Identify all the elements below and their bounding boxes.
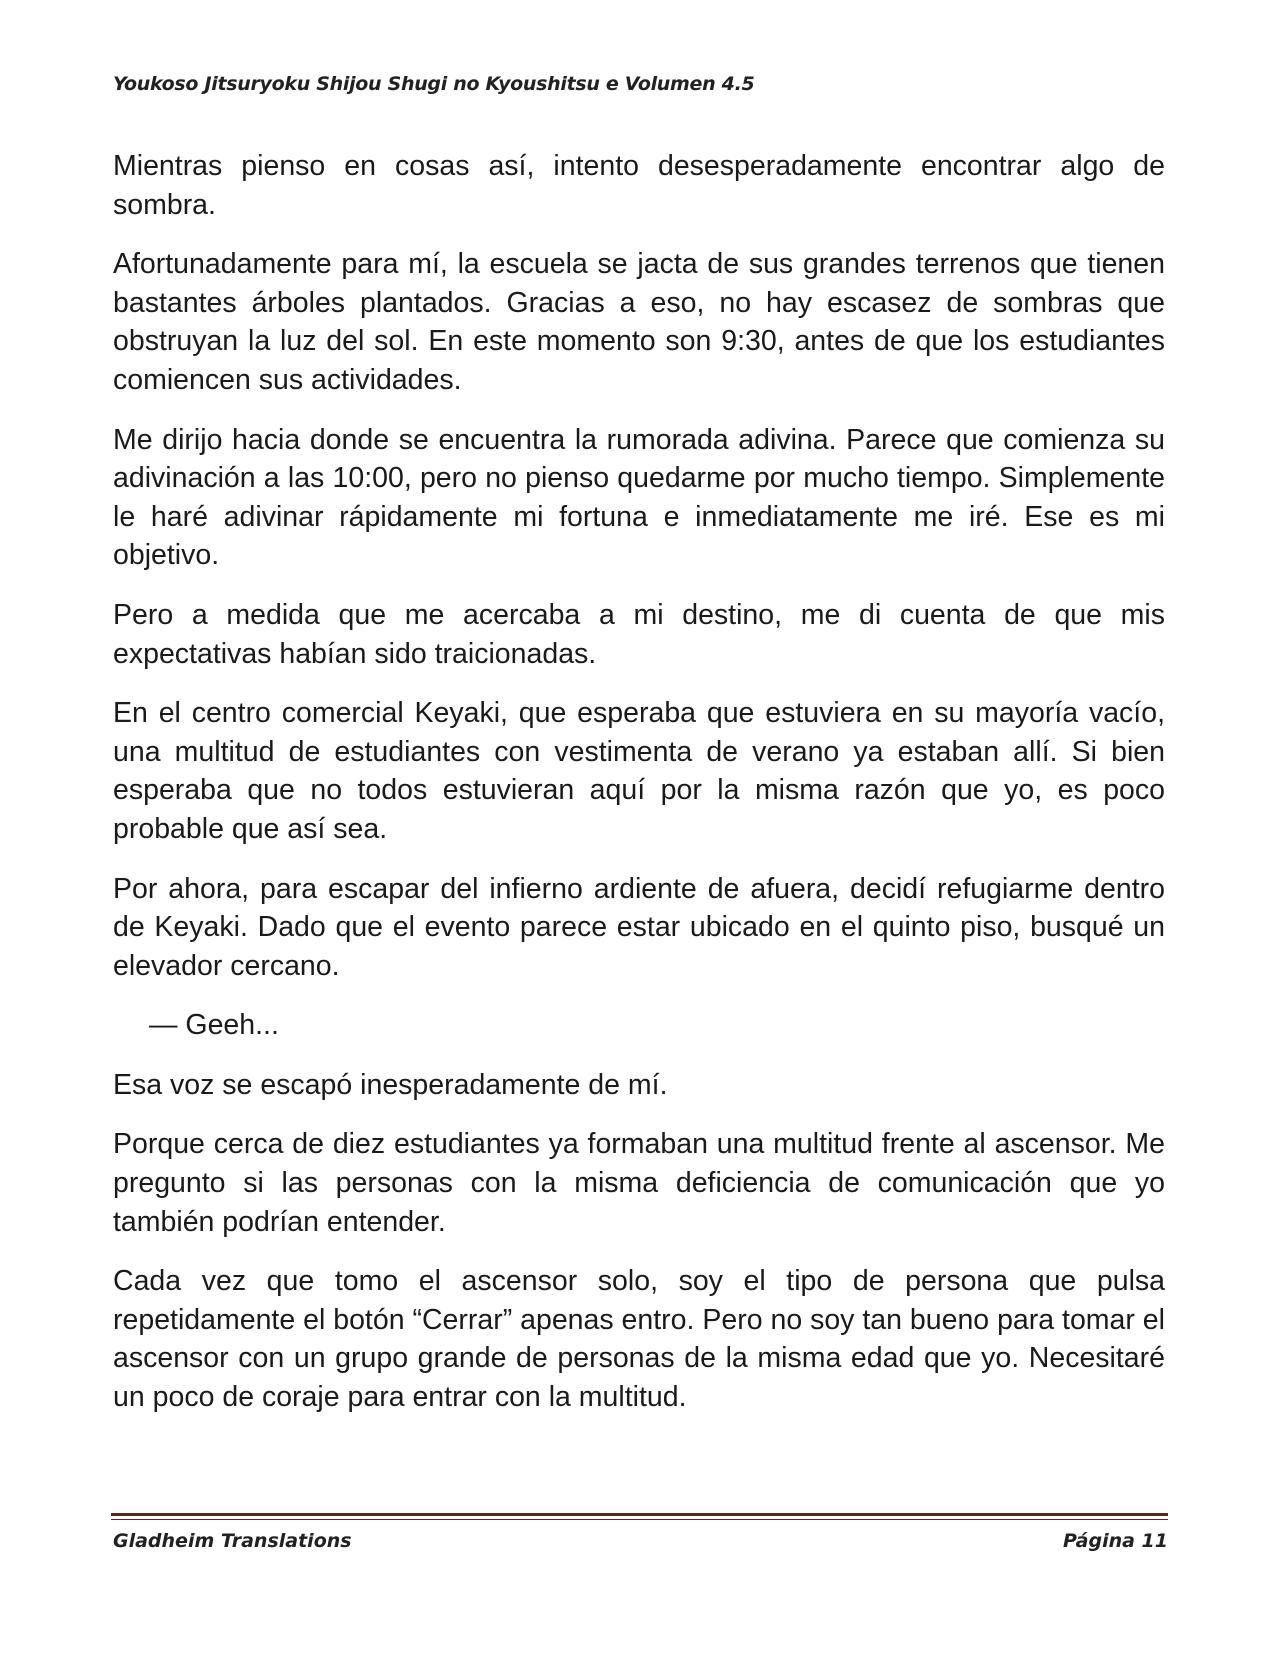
paragraph: Cada vez que tomo el ascensor solo, soy el tipo de persona que pulsa repetidamente el botón “Cerrar” apenas entro. Pero no soy tan bueno para tomar el ascensor con un grupo grande de personas de la misma edad que yo. Necesitaré un poco de coraje para entrar con la multitud.: [113, 1265, 1165, 1414]
paragraph: Me dirijo hacia donde se encuentra la rumorada adivina. Parece que comienza su adivinación a las 10:00, pero no pienso quedarme por mucho tiempo. Simplemente le haré adivinar rápidamente mi fortuna e inmediatamente me iré. Ese es mi objetivo.: [113, 423, 1165, 572]
footer-page-number: Página 11: [1062, 1530, 1168, 1552]
page-header-title: Youkoso Jitsuryoku Shijou Shugi no Kyoushitsu e Volumen 4.5: [113, 73, 755, 95]
footer-divider-thin: [111, 1519, 1168, 1520]
paragraph: Esa voz se escapó inesperadamente de mí.: [113, 1068, 668, 1101]
footer-divider: [111, 1513, 1168, 1516]
paragraph: Porque cerca de diez estudiantes ya formaban una multitud frente al ascensor. Me pregunto si las personas con la misma deficiencia de comunicación que yo también podrían entender.: [113, 1128, 1165, 1238]
document-body: [113, 147, 1165, 1438]
paragraph: Mientras pienso en cosas así, intento desesperadamente encontrar algo de sombra.: [113, 150, 1165, 221]
dialog-line: — Geeh...: [149, 1009, 279, 1042]
paragraph: Pero a medida que me acercaba a mi destino, me di cuenta de que mis expectativas habían sido traicionadas.: [113, 598, 1165, 670]
paragraph: Por ahora, para escapar del infierno ardiente de afuera, decidí refugiarme dentro de Keyaki. Dado que el evento parece estar ubicado en el quinto piso, busqué un elevador cercano.: [113, 872, 1165, 982]
paragraph: Afortunadamente para mí, la escuela se jacta de sus grandes terrenos que tienen bastantes árboles plantados. Gracias a eso, no hay escasez de sombras que obstruyan la luz del sol. En este momento son 9:30, antes de que los estudiantes comiencen sus actividades.: [113, 248, 1165, 396]
footer-translator-credit: Gladheim Translations: [113, 1530, 352, 1552]
paragraph: En el centro comercial Keyaki, que esperaba que estuviera en su mayoría vacío, una multitud de estudiantes con vestimenta de verano ya estaban allí. Si bien esperaba que no todos estuvieran aquí por la misma razón que yo, es poco probable que así sea.: [113, 697, 1165, 845]
